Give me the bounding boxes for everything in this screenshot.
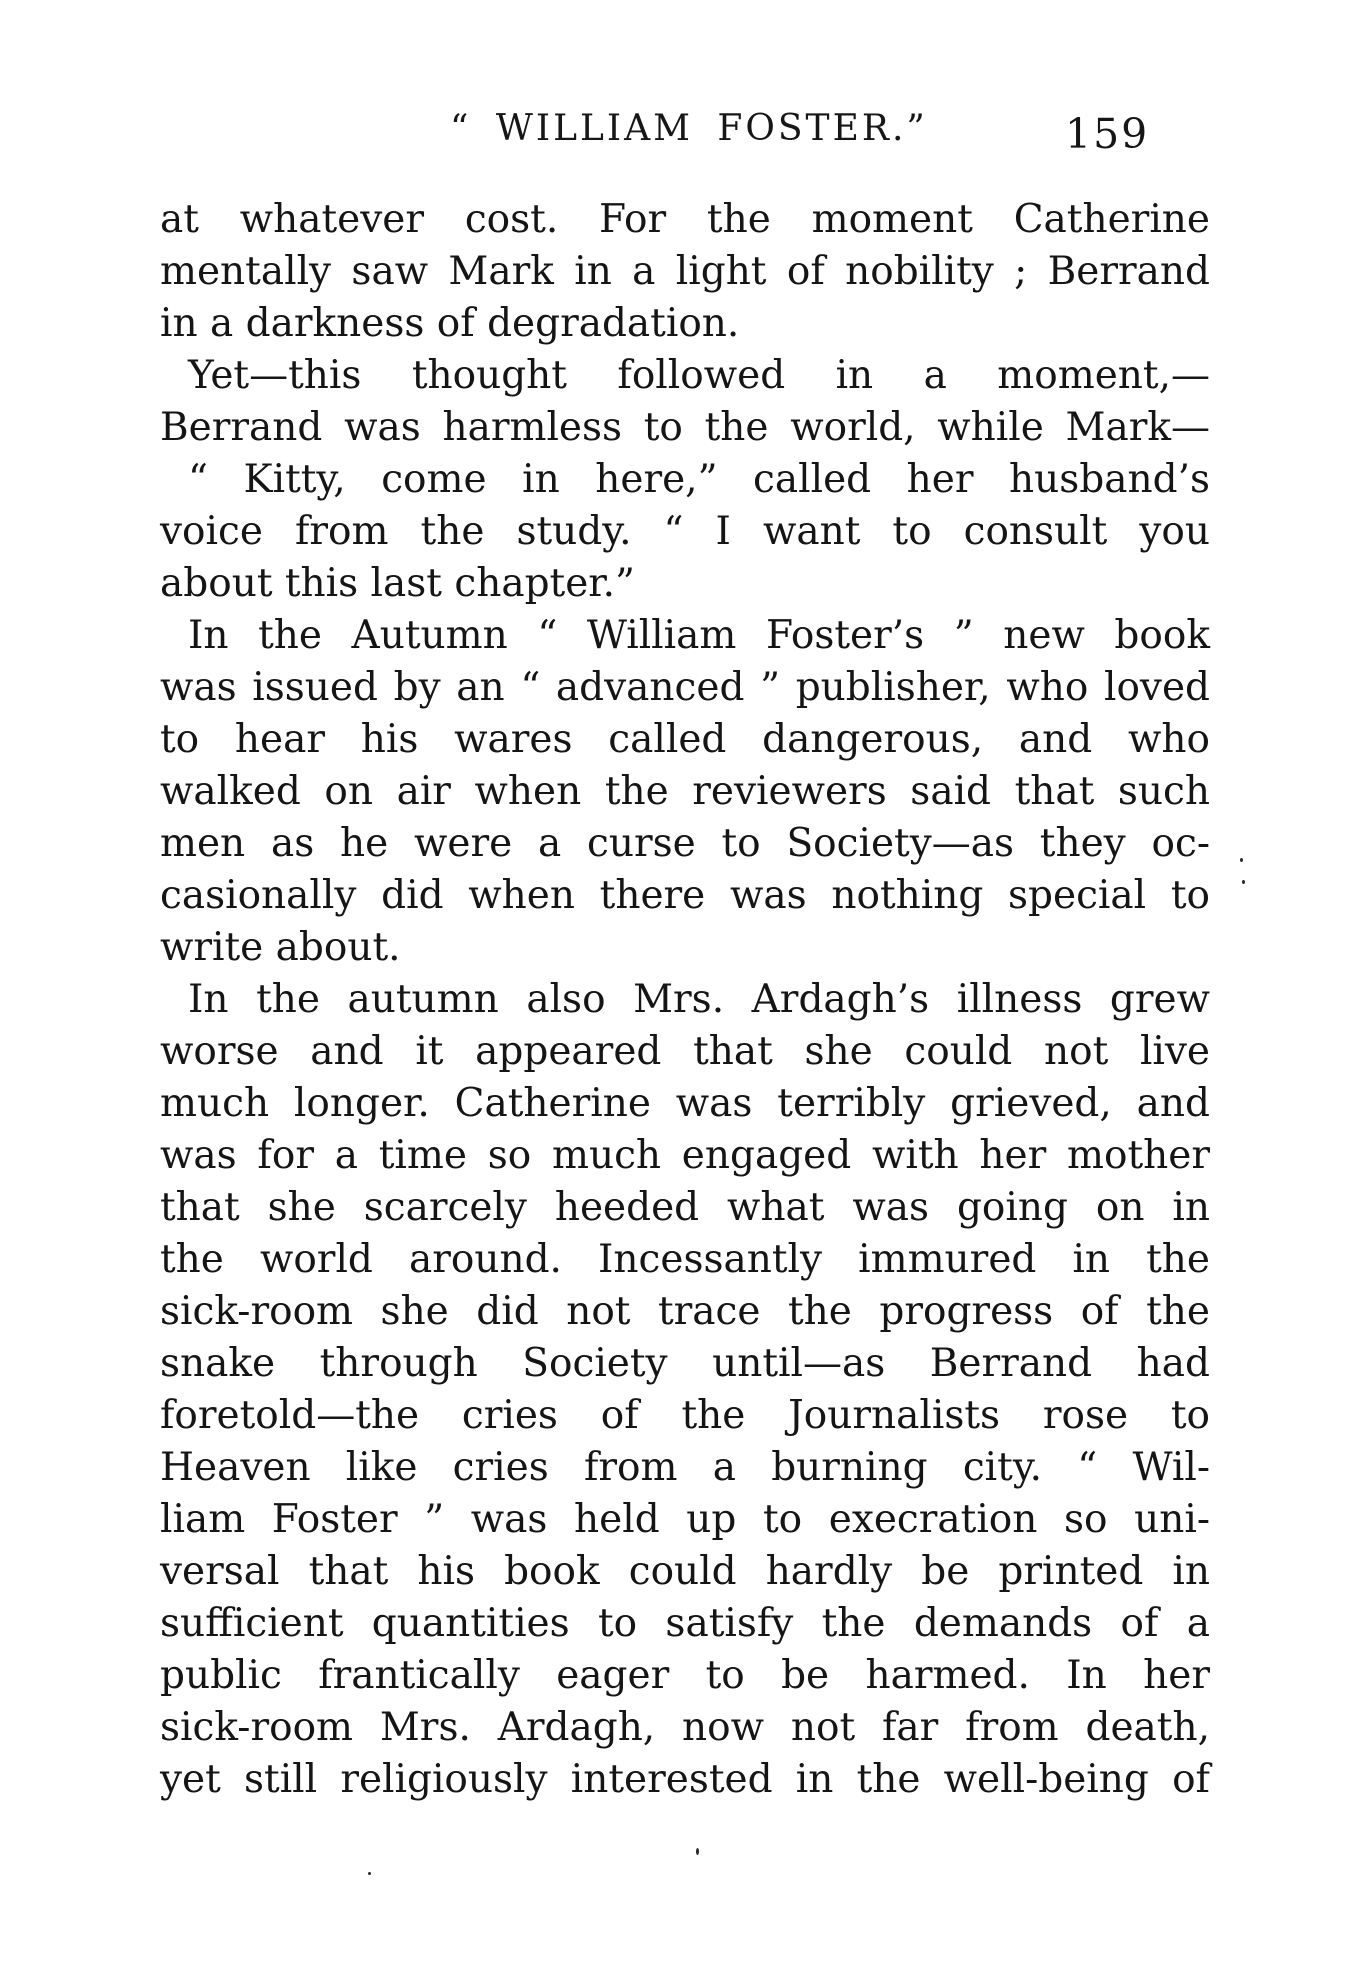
text-line: casionally did when there was nothing special to (160, 873, 1210, 918)
text-line: walked on air when the reviewers said that such (160, 769, 1210, 814)
text-line: versal that his book could hardly be printed in (160, 1549, 1210, 1594)
page-title: “ WILLIAM FOSTER.” (450, 108, 928, 149)
scan-speck (368, 1872, 371, 1875)
text-line: worse and it appeared that she could not live (160, 1029, 1210, 1074)
text-line: was for a time so much engaged with her mother (160, 1133, 1210, 1178)
text-line: the world around. Incessantly immured in the (160, 1237, 1210, 1282)
text-line: public frantically eager to be harmed. In her (160, 1653, 1210, 1698)
paragraph (160, 454, 1210, 610)
text-line: In the autumn also Mrs. Ardagh’s illness grew (188, 977, 1210, 1022)
text-line: about this last chapter.” (160, 561, 635, 606)
text-line: liam Foster ” was held up to execration so uni- (160, 1497, 1210, 1542)
text-line: mentally saw Mark in a light of nobility ; Berrand (160, 249, 1210, 294)
text-line: Yet—this thought followed in a moment,— (188, 353, 1210, 398)
text-line: write about. (160, 925, 401, 970)
text-line: men as he were a curse to Society—as they oc- (160, 821, 1210, 866)
scan-speck (1242, 880, 1245, 884)
text-line: at whatever cost. For the moment Catherine (160, 197, 1210, 242)
page-number: 159 (1065, 110, 1150, 158)
scan-speck (1240, 858, 1243, 862)
text-line: voice from the study. “ I want to consult you (160, 509, 1210, 554)
text-line: In the Autumn “ William Foster’s ” new book (188, 613, 1210, 658)
text-line: sick-room Mrs. Ardagh, now not far from death, (160, 1705, 1210, 1750)
text-line: sick-room she did not trace the progress of the (160, 1289, 1210, 1334)
paragraph (160, 194, 1210, 350)
running-header (160, 108, 1210, 158)
text-line: “ Kitty, come in here,” called her husband’s (188, 457, 1210, 502)
paragraph (160, 610, 1210, 974)
text-line: snake through Society until—as Berrand had (160, 1341, 1210, 1386)
text-line: yet still religiously interested in the well-being of (160, 1757, 1210, 1802)
text-line: sufficient quantities to satisfy the demands of a (160, 1601, 1210, 1646)
scan-speck (696, 1848, 699, 1855)
page-body (160, 194, 1210, 1806)
text-line: in a darkness of degradation. (160, 301, 740, 346)
paragraph (160, 350, 1210, 454)
text-line: that she scarcely heeded what was going on in (160, 1185, 1210, 1230)
text-line: foretold—the cries of the Journalists rose to (160, 1393, 1210, 1438)
text-line: Heaven like cries from a burning city. “ Wil- (160, 1445, 1210, 1490)
text-line: Berrand was harmless to the world, while Mark— (160, 405, 1210, 450)
text-line: was issued by an “ advanced ” publisher, who loved (160, 665, 1210, 710)
text-line: to hear his wares called dangerous, and who (160, 717, 1210, 762)
text-line: much longer. Catherine was terribly grieved, and (160, 1081, 1210, 1126)
paragraph (160, 974, 1210, 1806)
